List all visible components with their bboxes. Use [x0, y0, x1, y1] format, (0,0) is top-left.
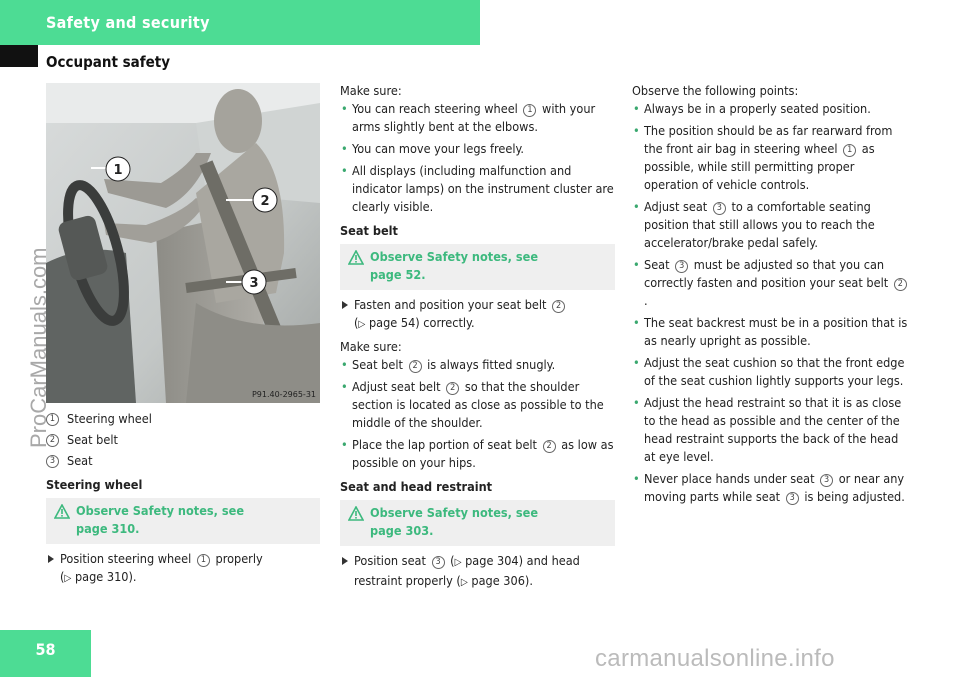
callout-number: 2 — [894, 278, 907, 291]
callout-number: 3 — [432, 556, 445, 569]
section-title: Safety and security — [46, 13, 210, 32]
callout-number: 3 — [713, 202, 726, 215]
seat-belt-step: Fasten and position your seat belt 2 (▷ page 54) correctly. — [340, 296, 615, 334]
list-item: • You can reach steering wheel 1 with your arms slightly bent at the elbows. — [340, 100, 615, 136]
list-item: • Seat belt 2 is always fitted snugly. — [340, 356, 615, 374]
points-intro: Observe the following points: — [632, 83, 799, 98]
callout-number: 2 — [543, 440, 556, 453]
callout-number: 3 — [675, 260, 688, 273]
warning-triangle-icon — [348, 250, 364, 265]
page-reference-arrow-icon: ▷ — [64, 573, 72, 584]
callout-number: 1 — [197, 554, 210, 567]
seat-head-step: Position seat 3 (▷ page 304) and head restraint properly (▷ page 306). — [340, 552, 615, 592]
warning-page-link[interactable]: page 52. — [370, 267, 426, 282]
steering-wheel-step: Position steering wheel 1 properly (▷ page 310). — [46, 550, 320, 588]
section-tab-marker — [0, 45, 38, 67]
legend-label: Seat belt — [67, 432, 118, 447]
list-item: • Adjust the head restraint so that it is as close to the head as possible and the center of the head restraint supports the back of the head at eye level. — [632, 394, 910, 466]
callout-number: 3 — [786, 492, 799, 505]
make-sure-intro: Make sure: — [340, 339, 402, 354]
page-reference-link[interactable]: page 310). — [74, 569, 137, 584]
list-item: • The seat backrest must be in a position that is as nearly upright as possible. — [632, 314, 910, 350]
legend-item-steering-wheel — [46, 410, 320, 428]
photo-callout-2: 2 — [260, 194, 270, 209]
seat-head-restraint-heading: Seat and head restraint — [340, 479, 493, 494]
callout-number: 1 — [46, 413, 59, 426]
steering-wheel-warning — [46, 498, 320, 544]
list-item: • Adjust seat 3 to a comfortable seating position that still allows you to reach the accelerator/brake pedal safely. — [632, 198, 910, 252]
page-reference-arrow-icon: ▷ — [460, 577, 468, 588]
warning-text-line1: Observe Safety notes, see — [76, 503, 245, 518]
make-sure-intro: Make sure: — [340, 83, 402, 98]
callout-number: 1 — [843, 144, 856, 157]
column-right — [632, 82, 910, 510]
list-item: • Adjust the seat cushion so that the front edge of the seat cushion lightly supports your legs. — [632, 354, 910, 390]
warning-page-link[interactable]: page 303. — [370, 523, 434, 538]
steering-wheel-heading: Steering wheel — [46, 477, 143, 492]
list-item: • Seat 3 must be adjusted so that you can correctly fasten and position your seat belt 2. — [632, 256, 910, 310]
watermark-side: ProCarManuals.com — [26, 247, 51, 448]
page-reference-link[interactable]: page 54) correctly. — [368, 315, 475, 330]
list-item: • You can move your legs freely. — [340, 140, 615, 158]
warning-text-line1: Observe Safety notes, see — [370, 249, 539, 264]
page-reference-arrow-icon: ▷ — [358, 319, 366, 330]
list-item: • Place the lap portion of seat belt 2 as low as possible on your hips. — [340, 436, 615, 472]
legend-item-seat — [46, 452, 320, 470]
watermark-bottom: carmanualsonline.info — [595, 645, 835, 672]
warning-triangle-icon — [54, 504, 70, 519]
warning-page-link[interactable]: page 310. — [76, 521, 140, 536]
occupant-seating-photo — [46, 83, 320, 403]
callout-number: 2 — [46, 434, 59, 447]
legend-label: Seat — [67, 453, 93, 468]
list-item: • The position should be as far rearward from the front air bag in steering wheel 1 as possible, while still permitting proper operation of vehicle controls. — [632, 122, 910, 194]
subsection-title: Occupant safety — [46, 53, 171, 71]
callout-number: 2 — [446, 382, 459, 395]
callout-number: 2 — [409, 360, 422, 373]
column-left — [46, 410, 320, 592]
list-item: • Always be in a properly seated position. — [632, 100, 910, 118]
callout-number: 3 — [820, 474, 833, 487]
callout-number: 2 — [552, 300, 565, 313]
legend-item-seat-belt — [46, 431, 320, 449]
page-number: 58 — [35, 640, 56, 659]
legend-label: Steering wheel — [67, 411, 152, 426]
column-middle — [340, 82, 615, 596]
callout-number: 1 — [523, 104, 536, 117]
page-reference-arrow-icon: ▷ — [454, 557, 462, 568]
list-item: • Adjust seat belt 2 so that the shoulder section is located as close as possible to the middle of the shoulder. — [340, 378, 615, 432]
page-reference-link[interactable]: page 304) and head restraint properly ( — [354, 553, 580, 588]
list-item: • Never place hands under seat 3 or near any moving parts while seat 3 is being adjusted. — [632, 470, 910, 506]
image-code: P91.40-2965-31 — [251, 390, 316, 399]
warning-triangle-icon — [348, 506, 364, 521]
callout-number: 3 — [46, 455, 59, 468]
seat-belt-warning — [340, 244, 615, 290]
list-item: • All displays (including malfunction and indicator lamps) on the instrument cluster are clearly visible. — [340, 162, 615, 216]
warning-text-line1: Observe Safety notes, see — [370, 505, 539, 520]
page-reference-link[interactable]: page 306). — [471, 573, 533, 588]
seat-head-warning — [340, 500, 615, 546]
photo-callout-3: 3 — [249, 276, 259, 291]
photo-callout-1: 1 — [113, 163, 123, 178]
seat-belt-heading: Seat belt — [340, 223, 398, 238]
